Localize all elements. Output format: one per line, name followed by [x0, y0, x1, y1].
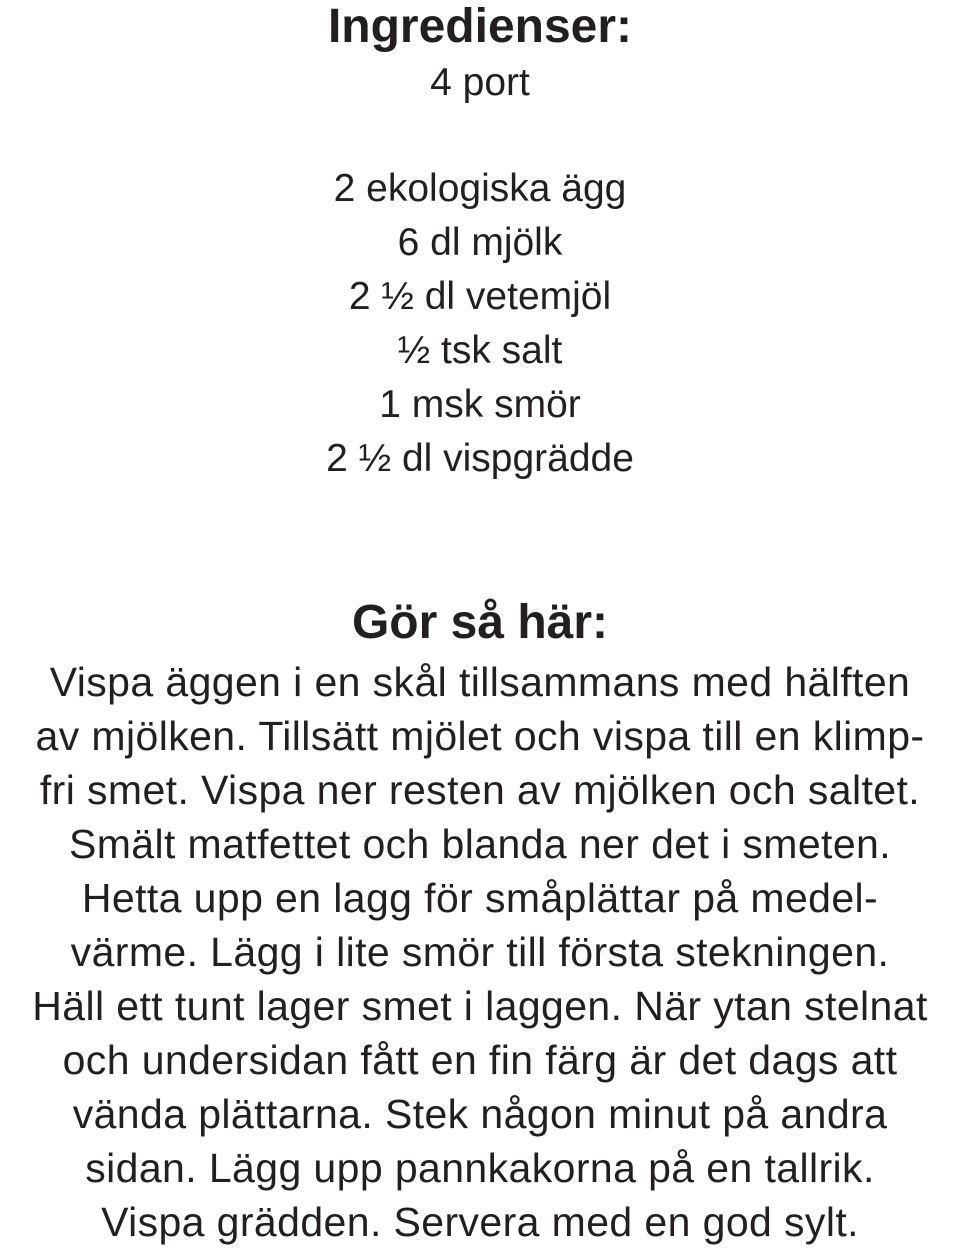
method-line: och undersidan fått en fin färg är det dags att	[62, 1037, 898, 1083]
method-line: Häll ett tunt lager smet i laggen. När ytan stelnat	[32, 983, 928, 1029]
method-line: Hetta upp en lagg för småplättar på medel-	[81, 875, 879, 921]
ingredient-item: 1 msk smör	[379, 383, 581, 426]
ingredient-item: 2 ½ dl vetemjöl	[348, 275, 612, 318]
method-line: Vispa grädden. Servera med en god sylt.	[101, 1199, 859, 1245]
servings-text: 4 port	[430, 61, 530, 104]
method-line: värme. Lägg i lite smör till första stekningen.	[70, 929, 890, 975]
method-line: fri smet. Vispa ner resten av mjölken och saltet.	[39, 767, 921, 813]
method-line: Vispa äggen i en skål tillsammans med hälften	[49, 659, 911, 705]
method-line: av mjölken. Tillsätt mjölet och vispa till en klimp-	[35, 713, 925, 759]
method-paragraph	[0, 655, 960, 1249]
ingredient-item: 6 dl mjölk	[397, 221, 563, 264]
ingredient-item: ½ tsk salt	[397, 329, 563, 372]
ingredients-heading: Ingredienser:	[327, 0, 633, 53]
method-heading: Gör så här:	[351, 596, 609, 649]
method-line: vända plättarna. Stek någon minut på andra	[72, 1091, 888, 1137]
method-line: sidan. Lägg upp pannkakorna på en tallrik.	[85, 1145, 875, 1191]
ingredient-item: 2 ekologiska ägg	[333, 167, 627, 210]
ingredient-item: 2 ½ dl vispgrädde	[326, 437, 634, 480]
ingredients-list	[0, 162, 960, 486]
method-line: Smält matfettet och blanda ner det i smeten.	[68, 821, 892, 867]
